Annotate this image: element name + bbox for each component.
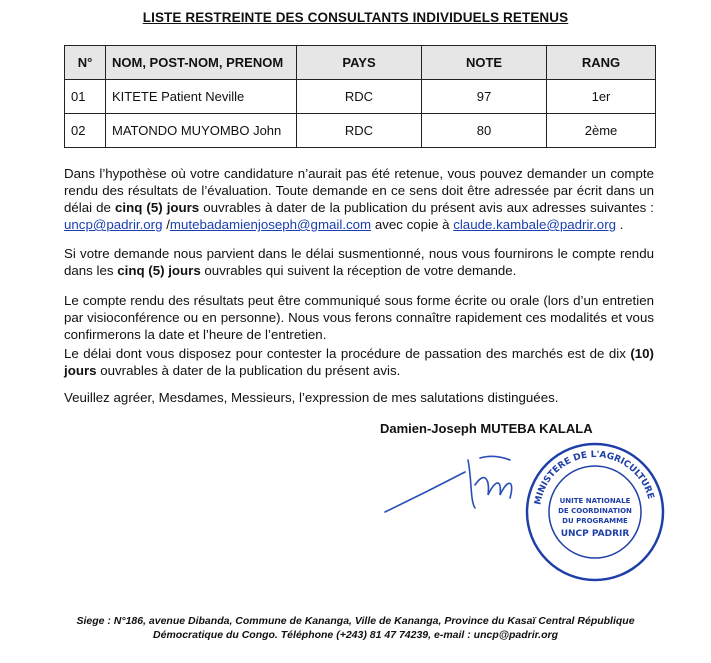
handwritten-signature (380, 450, 530, 520)
header-score: NOTE (422, 46, 547, 80)
cell-name: KITETE Patient Neville (106, 80, 297, 114)
cell-rank: 1er (547, 80, 656, 114)
stamp-line2: DE COORDINATION (558, 507, 632, 515)
table-header-row (65, 46, 656, 80)
cell-score: 80 (422, 114, 547, 148)
table-row (65, 80, 656, 114)
paragraph-contest: Le délai dont vous disposez pour contester la procédure de passation des marchés est de dix (10) jours ouvrables à dater de la publication du présent avis. (64, 346, 654, 378)
footer-address (40, 614, 671, 642)
cell-country: RDC (297, 114, 422, 148)
email-link-muteba[interactable]: mutebadamienjoseph@gmail.com (169, 217, 372, 232)
cell-score: 97 (422, 80, 547, 114)
header-country: PAYS (297, 46, 422, 80)
header-rank: RANG (547, 46, 656, 80)
document-title: LISTE RESTREINTE DES CONSULTANTS INDIVIDUELS RETENUS (142, 10, 569, 25)
cell-rank: 2ème (547, 114, 656, 148)
paragraph-debriefing: Dans l’hypothèse où votre candidature n’aurait pas été retenue, vous pouvez demander un compte rendu des résultats de l’évaluation. Toute demande en ce sens doit être adressée par écrit dans un délai de cinq (5) jours ouvrables à dater de la publication du présent avis aux adresses suivantes : uncp@padrir.org /mutebadamienjoseph@gmail.com avec copie à claude.kambale@padrir.org . (64, 166, 654, 232)
paragraph-delay: Si votre demande nous parvient dans le délai susmentionné, nous vous fournirons le compte rendu dans les cinq (5) jours ouvrables qui suivent la réception de votre demande. (64, 246, 654, 278)
cell-country: RDC (297, 80, 422, 114)
footer-line-1: Siege : N°186, avenue Dibanda, Commune de Kananga, Ville de Kananga, Province du Kasaï Central République (76, 615, 635, 627)
paragraph-report-format: Le compte rendu des résultats peut être communiqué sous forme écrite ou orale (lors d’un entretien par visioconférence ou en personne). Nous vous ferons connaître rapidement ces modalités et vous confirmerons la date et l’heure de l’entretien. (64, 293, 654, 342)
signer-name: Damien-Joseph MUTEBA KALALA (380, 421, 593, 436)
consultants-table (64, 45, 656, 148)
cell-number: 01 (65, 80, 106, 114)
stamp-line3: DU PROGRAMME (562, 517, 628, 525)
paragraph-closing: Veuillez agréer, Mesdames, Messieurs, l’expression de mes salutations distinguées. (64, 390, 559, 405)
cell-name: MATONDO MUYOMBO John (106, 114, 297, 148)
footer-line-2: Démocratique du Congo. Téléphone (+243) 81 47 74239, e-mail : uncp@padrir.org (153, 629, 558, 641)
header-name: NOM, POST-NOM, PRENOM (106, 46, 297, 80)
stamp-ring-text: MINISTERE DE L'AGRICULTURE (533, 449, 656, 506)
cell-number: 02 (65, 114, 106, 148)
email-link-uncp[interactable]: uncp@padrir.org (64, 217, 163, 232)
header-number: N° (65, 46, 106, 80)
table-row (65, 114, 656, 148)
stamp-line4: UNCP PADRIR (560, 529, 630, 539)
official-stamp (520, 437, 670, 587)
stamp-line1: UNITE NATIONALE (559, 497, 631, 505)
email-link-kambale[interactable]: claude.kambale@padrir.org (453, 217, 617, 232)
